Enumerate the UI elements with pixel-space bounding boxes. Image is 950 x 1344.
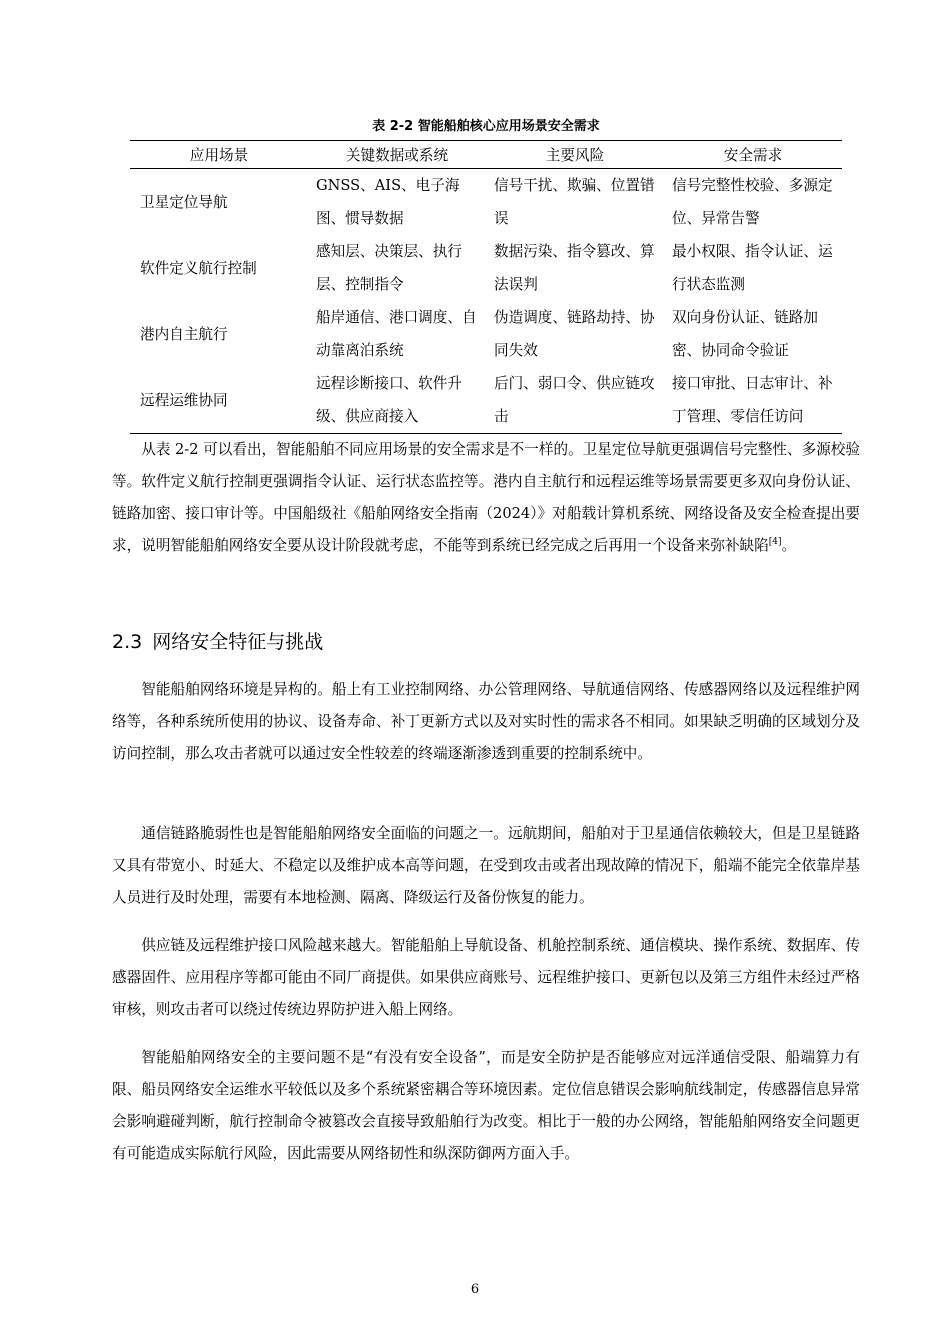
table-header-row bbox=[130, 141, 842, 169]
table-cell-requirement: 信号完整性校验、多源定位、异常告警 bbox=[672, 177, 833, 227]
table-cell-risk: 伪造调度、链路劫持、协同失效 bbox=[494, 309, 655, 359]
paragraph-text: 从表 2-2 可以看出，智能船舶不同应用场景的安全需求是不一样的。卫星定位导航更强调信号完整性、多源校验等。软件定义航行控制更强调指令认证、运行状态监控等。港内自主航行和远程运维等场景需要更多双向身份认证、链路加密、接口审计等。中国船级社《船舶网络安全指南（2024）》对船载计算机系统、网络设备及安全检查提出要求，说明智能船舶网络安全要从设计阶段就考虑，不能等到系统已经完成之后再用一个设备来弥补缺陷 bbox=[112, 441, 860, 554]
table-row bbox=[130, 367, 842, 434]
table-header-requirement: 安全需求 bbox=[664, 141, 842, 169]
paragraph-table-analysis bbox=[112, 434, 860, 562]
table-cell-data: GNSS、AIS、电子海图、惯导数据 bbox=[316, 177, 460, 227]
paragraph-supply-chain-risk: 供应链及远程维护接口风险越来越大。智能船舶上导航设备、机舱控制系统、通信模块、操作系统、数据库、传感器固件、应用程序等都可能由不同厂商提供。如果供应商账号、远程维护接口、更新包以及第三方组件未经过严格审核，则攻击者可以绕过传统边界防护进入船上网络。 bbox=[112, 937, 860, 1018]
section-heading bbox=[112, 624, 860, 660]
table-row bbox=[130, 301, 842, 367]
page-number: 6 bbox=[470, 1282, 480, 1297]
table-cell-risk: 后门、弱口令、供应链攻击 bbox=[486, 367, 664, 434]
paragraph-heterogeneous-network: 智能船舶网络环境是异构的。船上有工业控制网络、办公管理网络、导航通信网络、传感器网络以及远程维护网络等，各种系统所使用的协议、设备寿命、补丁更新方式以及对实时性的需求各不相同。如果缺乏明确的区域划分及访问控制，那么攻击者就可以通过安全性较差的终端逐渐渗透到重要的控制系统中。 bbox=[112, 681, 860, 762]
table-cell-requirement: 双向身份认证、链路加密、协同命令验证 bbox=[672, 309, 818, 359]
table-cell-data: 远程诊断接口、软件升级、供应商接入 bbox=[308, 367, 486, 434]
paragraph-main-problem: 智能船舶网络安全的主要问题不是“有没有安全设备”，而是安全防护是否能够应对远洋通信受限、船端算力有限、船员网络安全运维水平较低以及多个系统紧密耦合等环境因素。定位信息错误会影响航线制定，传感器信息异常会影响避碰判断，航行控制命令被篡改会直接导致船舶行为改变。相比于一般的办公网络，智能船舶网络安全问题更有可能造成实际航行风险，因此需要从网络韧性和纵深防御两方面入手。 bbox=[112, 1049, 860, 1162]
citation-reference: [4] bbox=[768, 537, 782, 547]
table-row bbox=[130, 169, 842, 236]
section-number: 2.3 bbox=[112, 631, 143, 653]
table-cell-scene: 软件定义航行控制 bbox=[140, 259, 257, 277]
security-requirements-table bbox=[130, 140, 842, 434]
section-title: 网络安全特征与挑战 bbox=[152, 631, 324, 653]
table-cell-data: 船岸通信、港口调度、自动靠离泊系统 bbox=[316, 309, 477, 359]
table-cell-requirement: 接口审批、日志审计、补丁管理、零信任访问 bbox=[664, 367, 842, 434]
paragraph-link-vulnerability: 通信链路脆弱性也是智能船舶网络安全面临的问题之一。远航期间，船舶对于卫星通信依赖较大，但是卫星链路又具有带宽小、时延大、不稳定以及维护成本高等问题，在受到攻击或者出现故障的情况下，船端不能完全依靠岸基人员进行及时处理，需要有本地检测、隔离、降级运行及备份恢复的能力。 bbox=[112, 825, 860, 906]
table-header-data: 关键数据或系统 bbox=[308, 141, 486, 169]
table-header-scene: 应用场景 bbox=[130, 141, 308, 169]
table-cell-risk: 信号干扰、欺骗、位置错误 bbox=[494, 177, 655, 227]
table-cell-data: 感知层、决策层、执行层、控制指令 bbox=[316, 243, 462, 293]
table-cell-risk: 数据污染、指令篡改、算法误判 bbox=[494, 243, 655, 293]
paragraph-end: 。 bbox=[781, 537, 797, 554]
table-cell-scene: 卫星定位导航 bbox=[140, 193, 228, 211]
table-row bbox=[130, 235, 842, 301]
table-cell-requirement: 最小权限、指令认证、运行状态监测 bbox=[672, 243, 833, 293]
table-header-risk: 主要风险 bbox=[486, 141, 664, 169]
table-cell-scene: 远程运维协同 bbox=[130, 367, 308, 434]
table-caption: 表 2-2 智能船舶核心应用场景安全需求 bbox=[372, 119, 600, 134]
table-cell-scene: 港内自主航行 bbox=[140, 325, 228, 343]
